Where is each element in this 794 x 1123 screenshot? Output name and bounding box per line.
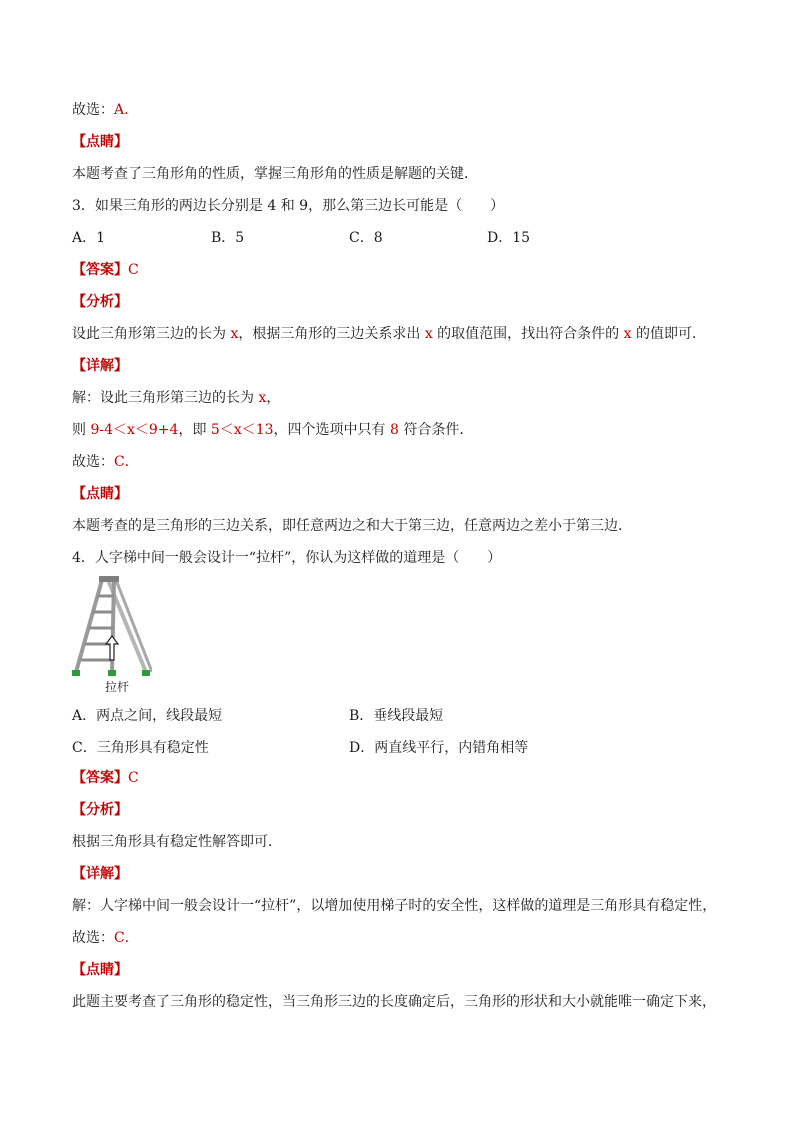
conclusion-label: 故选： [72,102,114,118]
q4-comment-text: 此题主要考查了三角形的稳定性，当三角形三边的长度确定后，三角形的形状和大小就能唯一确定下来， [72,994,716,1010]
q3-answer-line [72,260,139,280]
value-8: 8 [389,422,399,438]
q4-option-c: C．三角形具有稳定性 [72,740,209,756]
q3-comment-tag: 【点睛】 [72,486,128,502]
step-ladder-image [72,576,152,680]
q3-option-b: B．5 [211,230,245,246]
text-segment: 设此三角形第三边的长为 [72,326,231,342]
q4-analysis-text: 根据三角形具有稳定性解答即可． [72,834,282,850]
variable-x: x [230,326,239,342]
q4-comment-tag: 【点睛】 [72,962,128,978]
answer-tag: 【答案】 [72,262,128,278]
comment-tag-q2: 【点睛】 [72,134,128,150]
conclusion-answer: A． [114,102,139,118]
q3-option-c: C．8 [349,230,383,246]
inequality: 5＜x＜13 [210,422,274,438]
text-segment: ，根据三角形的三边关系求出 [238,326,425,342]
q3-conclusion-line [72,452,139,472]
text-segment: 符合条件． [398,422,474,438]
variable-x: x [424,326,433,342]
comment-text-q2: 本题考查了三角形角的性质，掌握三角形角的性质是解题的关键． [72,166,478,182]
text-segment: 的取值范围，找出符合条件的 [432,326,624,342]
text-segment: ，四个选项中只有 [273,422,390,438]
q3-detail-tag: 【详解】 [72,358,128,374]
q4-analysis-tag: 【分析】 [72,802,128,818]
q3-option-a: A．1 [72,230,106,246]
variable-x: x [258,390,267,406]
q4-detail-text: 解：人字梯中间一般会设计一“拉杆”，以增加使用梯子时的安全性，这样做的道理是三角形具有稳定性， [72,898,717,914]
text-segment: ，即 [178,422,211,438]
q4-detail-tag: 【详解】 [72,866,128,882]
figure-caption: 拉杆 [105,680,130,694]
answer-value: C [128,262,139,278]
conclusion-answer: C． [114,454,139,470]
conclusion-answer: C． [114,930,139,946]
text-segment: 则 [72,422,91,438]
q3-analysis-text [72,324,706,344]
variable-x: x [623,326,632,342]
conclusion-label: 故选： [72,930,114,946]
q4-option-b: B．垂线段最短 [349,708,444,724]
conclusion-label: 故选： [72,454,114,470]
q3-detail-line-1 [72,388,280,408]
q3-analysis-tag: 【分析】 [72,294,128,310]
step-ladder-figure [72,576,152,698]
question-4-stem: 4．人字梯中间一般会设计一“拉杆”，你认为这样做的道理是（ ） [72,550,502,566]
question-3-stem: 3．如果三角形的两边长分别是 4 和 9，那么第三边长可能是（ ） [72,198,505,214]
answer-tag: 【答案】 [72,770,128,786]
q4-conclusion-line [72,928,139,948]
text-segment: 的值即可． [631,326,706,342]
q3-detail-line-2 [72,420,473,440]
q4-option-a: A．两点之间，线段最短 [72,708,223,724]
q3-comment-text: 本题考查的是三角形的三边关系，即任意两边之和大于第三边，任意两边之差小于第三边． [72,518,632,534]
answer-value: C [128,770,139,786]
text-segment: ， [266,390,281,406]
conclusion-line-q2 [72,100,138,120]
q4-answer-line [72,768,139,788]
text-segment: 解：设此三角形第三边的长为 [72,390,259,406]
q4-option-d: D．两直线平行，内错角相等 [349,740,529,756]
q3-option-d: D．15 [487,230,531,246]
inequality: 9-4＜x＜9+4 [90,422,179,438]
